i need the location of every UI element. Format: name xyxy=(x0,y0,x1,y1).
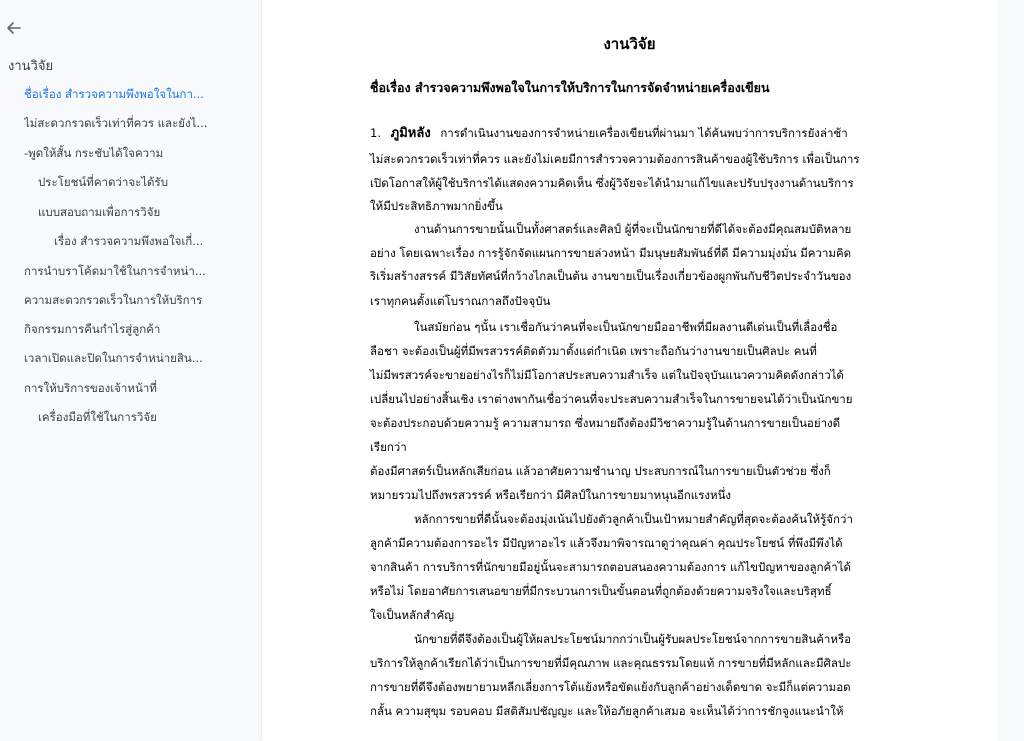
outline-item-convenience[interactable]: ความสะดวกรวดเร็วในการให้บริการ xyxy=(24,293,203,307)
body-line: การดำเนินงานของการจำหน่ายเครื่องเขียนที่ผ่านมา ได้ค้นพบว่าการบริการยังล่าช้า xyxy=(440,126,848,140)
body-line: ต้องมีศาสตร์เป็นหลักเสียก่อน แล้วอาศัยความชำนาญ ประสบการณ์ในการขายเป็นตัวช่วย ซึ่งก็ xyxy=(370,464,831,478)
body-line: การขายที่ดีจึงต้องพยายามหลีกเลี่ยงการโต้แย้งหรือขัดแย้งกับลูกค้าอย่างเด็ดขาด จะมีก็แต่ความอด xyxy=(370,680,851,694)
body-line: หรือไม่ โดยอาศัยการเสนอขายที่มีกระบวนการเป็นขั้นตอนที่ถูกต้องด้วยความจริงใจและบริสุทธิ์ xyxy=(370,584,832,598)
body-line: หมายรวมไปถึงพรสวรรค์ หรือเรียกว่า มีศิลป์ในการขายมาหนุนอีกแรงหนึ่ง xyxy=(370,488,732,502)
back-arrow-icon[interactable] xyxy=(4,18,24,38)
body-line: เปิดโอกาสให้ผู้ใช้บริการได้แสดงความคิดเห็น ซึ่งผู้วิจัยจะได้นำมาแก้ไขและปรับปรุงงานด้านบริการ xyxy=(370,176,854,190)
body-line: จากสินค้า การบริการที่นักขายมีอยู่นั้นจะสามารถตอบสนองความต้องการ แก้ไขปัญหาของลูกค้าได้ xyxy=(370,560,851,574)
outline-item-survey-topic[interactable]: เรื่อง สำรวจความพึงพอใจเกี่... xyxy=(54,234,204,248)
body-line: ลูกค้ามีความต้องการอะไร มีปัญหาอะไร แล้วจึงมาพิจารณาดูว่าคุณค่า คุณประโยชน์ ที่พึงมีพึงได้ xyxy=(370,536,843,550)
document-title: งานวิจัย xyxy=(603,35,656,53)
outline-item-questionnaire[interactable]: แบบสอบถามเพื่อการวิจัย xyxy=(38,205,161,219)
body-line: เรียกว่า xyxy=(370,440,407,454)
outline-item-research-tools[interactable]: เครื่องมือที่ใช้ในการวิจัย xyxy=(38,410,157,424)
right-margin xyxy=(997,0,1024,741)
body-line: ลือชา จะต้องเป็นผู้ที่มีพรสวรรค์ติดตัวมาตั้งแต่กำเนิด เพราะถือกันว่างานขายเป็นศิลปะ คนที่ xyxy=(370,344,817,358)
heading-number: 1. xyxy=(370,126,381,140)
body-line: ไม่สะดวกรวดเร็วเท่าที่ควร และยังไม่เคยมีการสำรวจความต้องการสินค้าของผู้ใช้บริการ เพื่อเป็นการ xyxy=(370,152,860,166)
body-line: ในสมัยก่อน ๆนั้น เราเชื่อกันว่าคนที่จะเป็นนักขายมืออาชีพที่มีผลงานดีเด่นเป็นที่เลื่องชื่อ xyxy=(414,320,838,334)
body-line: บริการให้ลูกค้าเรียกได้ว่าเป็นการขายที่มีคุณภาพ และคุณธรรมโดยแท้ การขายที่มีหลักและมีศิลปะ xyxy=(370,656,852,670)
heading-line xyxy=(370,124,848,143)
outline-item-expected-benefits[interactable]: ประโยชน์ที่คาดว่าจะได้รับ xyxy=(38,175,168,189)
outline-item-staff-service[interactable]: การให้บริการของเจ้าหน้าที่ xyxy=(24,381,157,395)
body-line: อย่าง โดยเฉพาะเรื่อง การรู้จักจัดแผนการขายล่วงหน้า มีมนุษยสัมพันธ์ที่ดี มีความมุ่งมั่น มีความคิด xyxy=(370,246,852,260)
body-line: ริเริ่มสร้างสรรค์ มีวิสัยทัศน์ที่กว้างไกลเป็นต้น งานขายเป็นเรื่องเกี่ยวข้องผูกพันกับชีวิตประจำวันของ xyxy=(370,269,852,283)
document-subject: ชื่อเรื่อง สำรวจความพึงพอใจในการให้บริการในการจัดจำหน่ายเครื่องเขียน xyxy=(370,80,770,95)
body-line: นักขายที่ดีจึงต้องเป็นผู้ให้ผลประโยชน์มากกว่าเป็นผู้รับผลประโยชน์จากการขายสินค้าหรือ xyxy=(414,632,852,646)
document-page[interactable] xyxy=(262,0,997,741)
body-line: หลักการขายที่ดีนั้นจะต้องมุ่งเน้นไปยังตัวลูกค้าเป็นเป้าหมายสำคัญที่สุดจะต้องค้นให้รู้จักว่า xyxy=(414,512,853,526)
outline-item-subject[interactable]: ชื่อเรื่อง สำรวจความพึงพอใจในกา... xyxy=(24,87,204,101)
heading-label: ภูมิหลัง xyxy=(390,126,431,141)
outline-item-speak-briefly[interactable]: -พูดให้สั้น กระชับได้ใจความ xyxy=(24,146,164,160)
outline-item-not-fast[interactable]: ไม่สะดวกรวดเร็วเท่าที่ควร และยังไ... xyxy=(24,116,208,130)
body-line: งานด้านการขายนั้นเป็นทั้งศาสตร์และศิลป์ ผู้ที่จะเป็นนักขายที่ดีได้จะต้องมีคุณสมบัติหลาย xyxy=(414,222,852,236)
body-line: กลั้น ความสุขุม รอบคอบ มีสติสัมปชัญญะ และให้อภัยลูกค้าเสมอ จะเห็นได้ว่าการชักจูงแนะนำให้ xyxy=(370,704,844,718)
body-line: เราทุกคนตั้งแต่โบราณกาลถึงปัจจุบัน xyxy=(370,294,551,308)
outline-title[interactable]: งานวิจัย xyxy=(8,59,54,74)
body-line: เปลี่ยนไปอย่างสิ้นเชิง เราต่างพากันเชื่อว่าคนที่จะประสบความสำเร็จในการขายจนได้ว่าเป็นนักขาย xyxy=(370,392,853,406)
body-line: ไม่มีพรสวรค์จะขายอย่างไรก็ไม่มีโอกาสประสบความสำเร็จ แต่ในปัจจุบันแนวความคิดดังกล่าวได้ xyxy=(370,368,844,382)
document-outline-panel xyxy=(0,0,262,741)
outline-item-profit-return[interactable]: กิจกรรมการคืนกำไรสู่ลูกค้า xyxy=(24,322,161,336)
body-line: ใจเป็นหลักสำคัญ xyxy=(370,608,455,622)
body-line: ให้มีประสิทธิภาพมากยิ่งขึ้น xyxy=(370,199,503,213)
body-line: จะต้องประกอบด้วยความรู้ ความสามารถ ซึ่งหมายถึงต้องมีวิชาความรู้ในด้านการขายเป็นอย่างดี xyxy=(370,416,841,430)
outline-item-barcode[interactable]: การนำบราโค้ดมาใช้ในการจำหน่า... xyxy=(24,264,206,278)
outline-item-opening-hours[interactable]: เวลาเปิดและปิดในการจำหน่ายสิน... xyxy=(24,351,203,365)
